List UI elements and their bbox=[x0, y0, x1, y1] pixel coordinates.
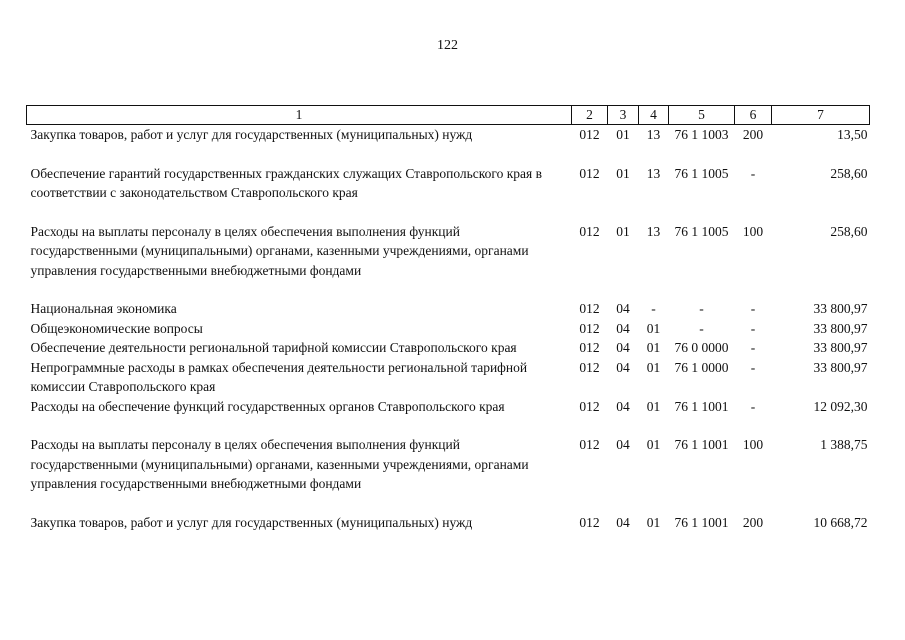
row-amount: 258,60 bbox=[830, 165, 868, 181]
header-col-6: 6 bbox=[735, 106, 772, 125]
row-section: 04 bbox=[616, 359, 630, 375]
row-ministry: 012 bbox=[579, 127, 600, 142]
row-subsection: 01 bbox=[646, 320, 661, 336]
row-amount: 1 388,75 bbox=[820, 437, 868, 452]
row-amount: 12 092,30 bbox=[813, 398, 868, 414]
row-subsection: - bbox=[651, 301, 656, 316]
row-ministry: 012 bbox=[579, 359, 600, 375]
row-name: Обеспечение гарантий государственных гражданских служащих Ставропольского края в соответствии с законодательством Ставропольского края bbox=[30, 165, 542, 200]
header-col-4: 4 bbox=[639, 106, 669, 125]
row-name: Расходы на обеспечение функций государственных органов Ставропольского края bbox=[30, 398, 505, 414]
row-ministry: 012 bbox=[579, 340, 600, 355]
row-subsection: 01 bbox=[646, 340, 661, 355]
row-subsection: 13 bbox=[646, 223, 661, 239]
row-subsection: 01 bbox=[646, 398, 661, 414]
row-amount: 33 800,97 bbox=[813, 359, 868, 375]
row-expense-type: - bbox=[750, 301, 756, 316]
row-name: Закупка товаров, работ и услуг для государственных (муниципальных) нужд bbox=[30, 127, 473, 142]
row-target-article: 76 1 0000 bbox=[674, 359, 729, 375]
row-ministry: 012 bbox=[579, 223, 600, 239]
row-expense-type: - bbox=[750, 165, 756, 181]
table-header bbox=[27, 106, 870, 125]
row-ministry: 012 bbox=[579, 320, 600, 336]
row-target-article: 76 1 1003 bbox=[674, 127, 729, 142]
table-row bbox=[27, 299, 870, 319]
table-row bbox=[27, 435, 870, 513]
row-section: 01 bbox=[616, 165, 630, 181]
header-col-3: 3 bbox=[608, 106, 639, 125]
row-section: 04 bbox=[616, 514, 630, 530]
table-row bbox=[27, 338, 870, 358]
table-body bbox=[27, 125, 870, 533]
row-section: 04 bbox=[616, 437, 630, 452]
row-target-article: - bbox=[699, 320, 704, 336]
header-col-1: 1 bbox=[27, 106, 572, 125]
row-target-article: 76 1 1001 bbox=[674, 514, 729, 530]
row-section: 01 bbox=[616, 223, 630, 239]
header-col-5: 5 bbox=[669, 106, 735, 125]
row-name: Расходы на выплаты персоналу в целях обеспечения выполнения функций государственными (муниципальными) органами, казенными учреждениями, органами управления государственными внебюджетными фондами bbox=[30, 437, 529, 491]
row-amount: 258,60 bbox=[830, 223, 868, 239]
table-row bbox=[27, 397, 870, 436]
table-row bbox=[27, 164, 870, 222]
table-header-row bbox=[27, 106, 870, 125]
budget-table bbox=[26, 105, 870, 532]
row-section: 04 bbox=[616, 340, 630, 355]
row-expense-type: 200 bbox=[742, 514, 764, 530]
row-target-article: 76 1 1005 bbox=[674, 223, 729, 239]
row-section: 04 bbox=[616, 398, 630, 414]
row-subsection: 13 bbox=[646, 127, 661, 142]
row-ministry: 012 bbox=[579, 301, 600, 316]
row-section: 04 bbox=[616, 301, 630, 316]
row-subsection: 13 bbox=[646, 165, 661, 181]
row-target-article: 76 1 1001 bbox=[674, 437, 729, 452]
row-ministry: 012 bbox=[579, 514, 600, 530]
row-expense-type: - bbox=[750, 320, 756, 336]
row-expense-type: - bbox=[750, 398, 756, 414]
row-amount: 33 800,97 bbox=[813, 301, 868, 316]
row-target-article: 76 0 0000 bbox=[674, 340, 729, 355]
row-name: Расходы на выплаты персоналу в целях обеспечения выполнения функций государственными (муниципальными) органами, казенными учреждениями, органами управления государственными внебюджетными фондами bbox=[30, 223, 529, 278]
row-target-article: 76 1 1005 bbox=[674, 165, 729, 181]
row-expense-type: 100 bbox=[742, 223, 764, 239]
row-expense-type: - bbox=[750, 359, 756, 375]
row-subsection: 01 bbox=[646, 437, 661, 452]
header-col-2: 2 bbox=[572, 106, 608, 125]
table-row bbox=[27, 222, 870, 300]
row-amount: 10 668,72 bbox=[813, 514, 868, 530]
table-row bbox=[27, 319, 870, 339]
row-expense-type: 100 bbox=[742, 437, 764, 452]
header-col-7: 7 bbox=[772, 106, 870, 125]
row-ministry: 012 bbox=[579, 437, 600, 452]
row-subsection: 01 bbox=[646, 514, 661, 530]
table-row bbox=[27, 358, 870, 397]
row-name: Непрограммные расходы в рамках обеспечения деятельности региональной тарифной комиссии Ставропольского края bbox=[30, 359, 528, 394]
row-section: 01 bbox=[616, 127, 630, 142]
row-amount: 33 800,97 bbox=[813, 340, 868, 355]
table-row bbox=[27, 513, 870, 533]
row-name: Национальная экономика bbox=[30, 301, 177, 316]
row-target-article: 76 1 1001 bbox=[674, 398, 729, 414]
row-amount: 13,50 bbox=[837, 127, 868, 142]
row-amount: 33 800,97 bbox=[813, 320, 868, 336]
row-subsection: 01 bbox=[646, 359, 661, 375]
row-name: Закупка товаров, работ и услуг для государственных (муниципальных) нужд bbox=[30, 514, 473, 530]
row-expense-type: - bbox=[750, 340, 756, 355]
table-row bbox=[27, 125, 870, 164]
row-section: 04 bbox=[616, 320, 630, 336]
page-number: 122 bbox=[437, 38, 458, 53]
row-name: Общеэкономические вопросы bbox=[30, 320, 203, 336]
row-target-article: - bbox=[699, 301, 704, 316]
row-expense-type: 200 bbox=[742, 127, 764, 142]
row-ministry: 012 bbox=[579, 398, 600, 414]
row-name: Обеспечение деятельности региональной тарифной комиссии Ставропольского края bbox=[30, 340, 517, 355]
row-ministry: 012 bbox=[579, 165, 600, 181]
